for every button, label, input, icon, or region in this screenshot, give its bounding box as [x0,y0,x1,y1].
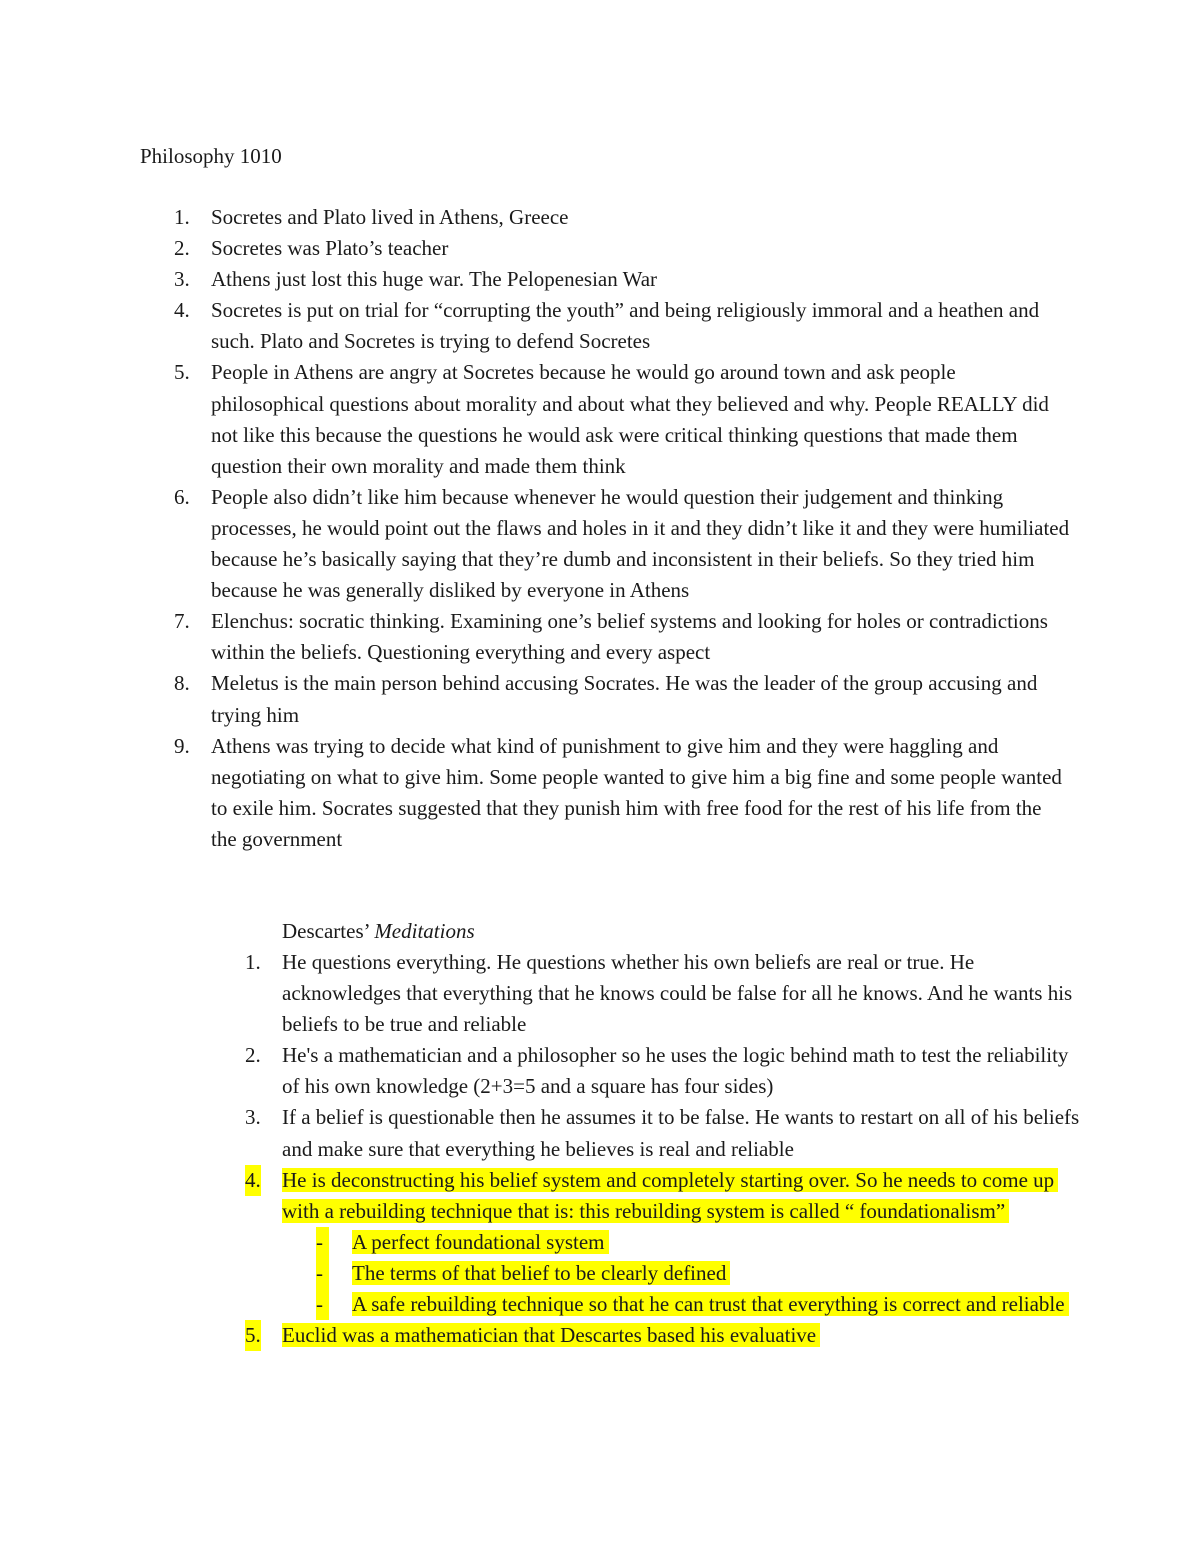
list-text: If a belief is questionable then he assumes it to be false. He wants to restart on all of his beliefs and make sure that everything he believes is real and reliable [282,1105,1080,1161]
list-text: He is deconstructing his belief system and completely starting over. So he needs to come up with a rebuilding technique that is: this rebuilding system is called “ foundationalism” [282,1168,1058,1223]
descartes-list [245,947,1082,1351]
list-text: He's a mathematician and a philosopher so he uses the logic behind math to test the reliability of his own knowledge (2+3=5 and a square has four sides) [282,1043,1069,1099]
sub-bullet-text: A perfect foundational system [352,1230,609,1254]
sub-bullet-text: The terms of that belief to be clearly defined [352,1261,730,1285]
list-number: 2. [245,1043,261,1068]
list-text: Euclid was a mathematician that Descartes based his evaluative [282,1323,820,1347]
list-item [174,731,1071,855]
list-number: 5. [174,360,190,385]
list-text: Elenchus: socratic thinking. Examining one’s belief systems and looking for holes or contradictions within the beliefs. Questioning everything and every aspect [211,609,1048,665]
list-item [174,202,1071,233]
highlighted-list-item [245,1165,1082,1320]
list-number: 4. [245,1165,261,1196]
list-item [174,482,1071,606]
sub-bullet-item [316,1227,1082,1258]
list-number: 3. [245,1105,261,1130]
list-text: Athens was trying to decide what kind of punishment to give him and they were haggling and negotiating on what to give him. Some people wanted to give him a big fine and some people wanted to exile him. Socrates suggested that they punish him with free food for the rest of his life from the the government [211,733,1062,851]
list-item [174,233,1071,264]
document-title: Philosophy 1010 [140,144,282,168]
list-text: Meletus is the main person behind accusing Socrates. He was the leader of the group accusing and trying him [211,671,1038,727]
sub-bullet-list [282,1227,1082,1320]
list-item [174,295,1071,357]
list-number: 2. [174,236,190,261]
list-item [174,357,1071,481]
sub-bullet-item [316,1289,1082,1320]
list-number: 7. [174,609,190,634]
list-number: 1. [174,205,190,229]
list-number: 3. [174,267,190,292]
dash-marker: - [316,1227,329,1258]
heading-prefix: Descartes’ [282,919,370,943]
list-item [174,264,1071,295]
heading-italic-title: Meditations [374,919,475,943]
list-text: Socretes was Plato’s teacher [211,236,449,261]
list-number: 8. [174,671,190,696]
list-text: People in Athens are angry at Socretes because he would go around town and ask people philosophical questions about morality and about what they believed and why. People REALLY did not like this because the questions he would ask were critical thinking questions that made them question their own morality and made them think [211,360,1049,478]
list-text: Athens just lost this huge war. The Pelopenesian War [211,267,658,292]
list-number: 5. [245,1320,261,1351]
list-text: Socretes and Plato lived in Athens, Greece [211,205,569,229]
socrates-list [174,202,1071,855]
list-item [245,1102,1082,1164]
dash-marker: - [316,1258,329,1289]
descartes-heading [282,916,475,947]
list-number: 4. [174,298,190,323]
list-item [245,947,1082,1040]
list-item [245,1040,1082,1102]
list-text: People also didn’t like him because whenever he would question their judgement and thinking processes, he would point out the flaws and holes in it and they didn’t like it and they were humiliated because he’s basically saying that they’re dumb and inconsistent in their beliefs. So they tried him because he was generally disliked by everyone in Athens [211,484,1070,603]
highlighted-list-item [245,1320,1082,1351]
list-text: He questions everything. He questions whether his own beliefs are real or true. He acknowledges that everything that he knows could be false for all he knows. And he wants his beliefs to be true and reliable [282,950,1073,1037]
list-item [174,668,1071,730]
sub-bullet-text: A safe rebuilding technique so that he can trust that everything is correct and reliable [352,1292,1069,1316]
list-item [174,606,1071,668]
dash-marker: - [316,1289,329,1320]
sub-bullet-item [316,1258,1082,1289]
list-text: Socretes is put on trial for “corrupting the youth” and being religiously immoral and a heathen and such. Plato and Socretes is trying to defend Socretes [211,298,1040,354]
list-number: 9. [174,733,190,758]
list-number: 1. [245,950,261,974]
list-number: 6. [174,484,190,509]
